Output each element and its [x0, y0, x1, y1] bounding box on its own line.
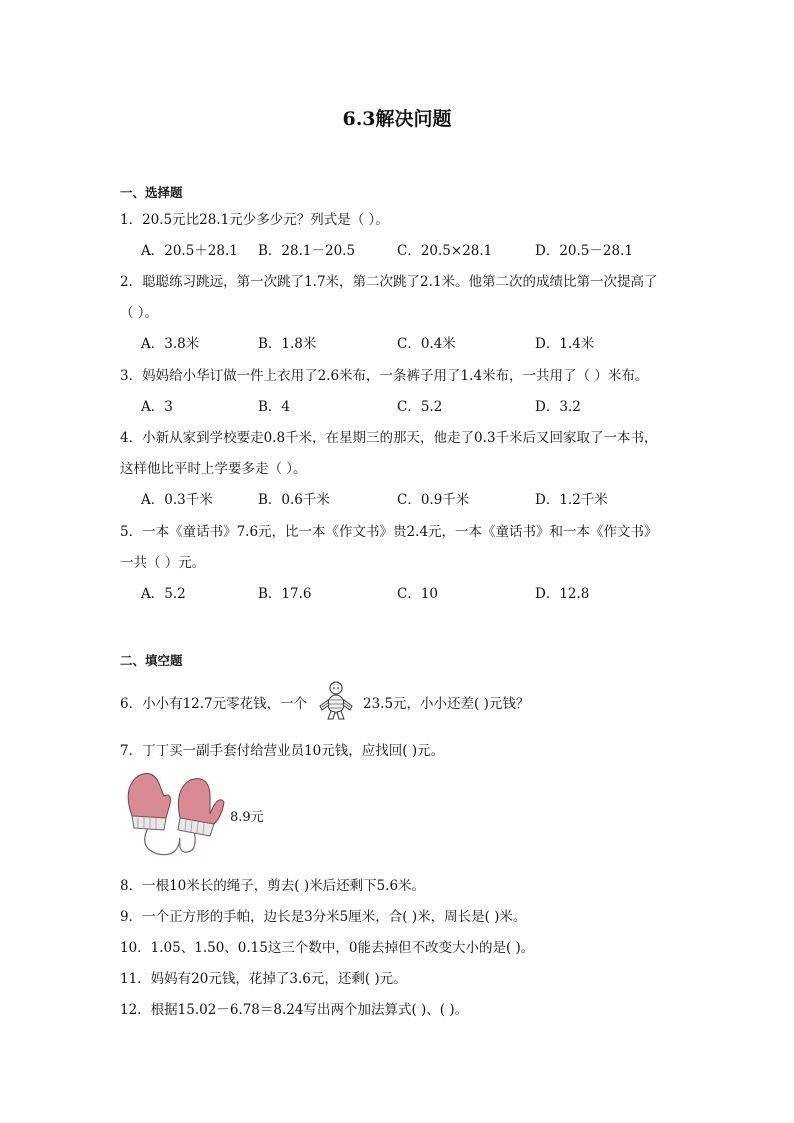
q2-option-b: B．1.8米 — [258, 336, 317, 352]
question-4-line-1: 4．小新从家到学校要走0.8千米，在星期三的那天，他走了0.3千米后又回家取了一本书， — [120, 430, 658, 446]
question-10: 10．1.05、1.50、0.15这三个数中，0能去掉但不改变大小的是( )。 — [120, 940, 535, 956]
stuffed-toy-image — [318, 680, 354, 720]
question-4-line-2: 这样他比平时上学要多走（ ）。 — [120, 461, 307, 477]
mittens-price: 8.9元 — [230, 810, 264, 825]
question-11: 11．妈妈有20元钱，花掉了3.6元，还剩( )元。 — [120, 971, 407, 987]
question-7: 7．丁丁买一副手套付给营业员10元钱，应找回( )元。 — [120, 743, 445, 759]
q2-option-d: D．1.4米 — [535, 336, 595, 352]
page-title: 6.3解决问题 — [342, 108, 452, 130]
mittens-image — [118, 768, 230, 860]
q4-option-a: A．0.3千米 — [141, 492, 213, 508]
question-2-line-1: 2．聪聪练习跳远，第一次跳了1.7米，第二次跳了2.1米。他第二次的成绩比第一次提高了 — [120, 274, 658, 290]
q4-option-b: B．0.6千米 — [258, 492, 330, 508]
q1-option-c: C．20.5×28.1 — [397, 243, 493, 259]
question-5-line-1: 5．一本《童话书》7.6元，比一本《作文书》贵2.4元，一本《童话书》和一本《作文书》 — [120, 524, 658, 540]
q1-option-d: D．20.5－28.1 — [535, 243, 633, 259]
section-heading-fill-blank: 二、填空题 — [120, 653, 183, 668]
question-6-prefix: 6．小小有12.7元零花钱，一个 — [120, 696, 308, 712]
q3-option-c: C．5.2 — [397, 399, 443, 415]
question-3: 3．妈妈给小华订做一件上衣用了2.6米布，一条裤子用了1.4米布，一共用了（ ）米布。 — [120, 368, 649, 384]
question-1: 1．20.5元比28.1元少多少元？列式是（ ）。 — [120, 212, 389, 228]
q2-option-c: C．0.4米 — [397, 336, 456, 352]
q1-option-a: A．20.5＋28.1 — [141, 243, 238, 259]
q3-option-d: D．3.2 — [535, 399, 581, 415]
question-5-line-2: 一共（ ）元。 — [120, 555, 206, 571]
q2-option-a: A．3.8米 — [141, 336, 200, 352]
q3-option-b: B．4 — [258, 399, 291, 415]
q5-option-d: D．12.8 — [535, 586, 590, 602]
section-heading-choice: 一、选择题 — [120, 185, 183, 200]
q4-option-d: D．1.2千米 — [535, 492, 608, 508]
question-9: 9．一个正方形的手帕，边长是3分米5厘米，合( )米，周长是( )米。 — [120, 909, 527, 925]
q1-option-b: B．28.1－20.5 — [258, 243, 356, 259]
q5-option-b: B．17.6 — [258, 586, 312, 602]
question-12: 12．根据15.02－6.78＝8.24写出两个加法算式( )、( )。 — [120, 1002, 469, 1018]
question-2-line-2: （ ）。 — [120, 305, 159, 321]
q5-option-a: A．5.2 — [141, 586, 186, 602]
question-8: 8．一根10米长的绳子，剪去( )米后还剩下5.6米。 — [120, 878, 426, 894]
q5-option-c: C．10 — [397, 586, 439, 602]
q3-option-a: A．3 — [141, 399, 173, 415]
q4-option-c: C．0.9千米 — [397, 492, 470, 508]
question-6-suffix: 23.5元，小小还差( )元钱？ — [363, 696, 530, 712]
